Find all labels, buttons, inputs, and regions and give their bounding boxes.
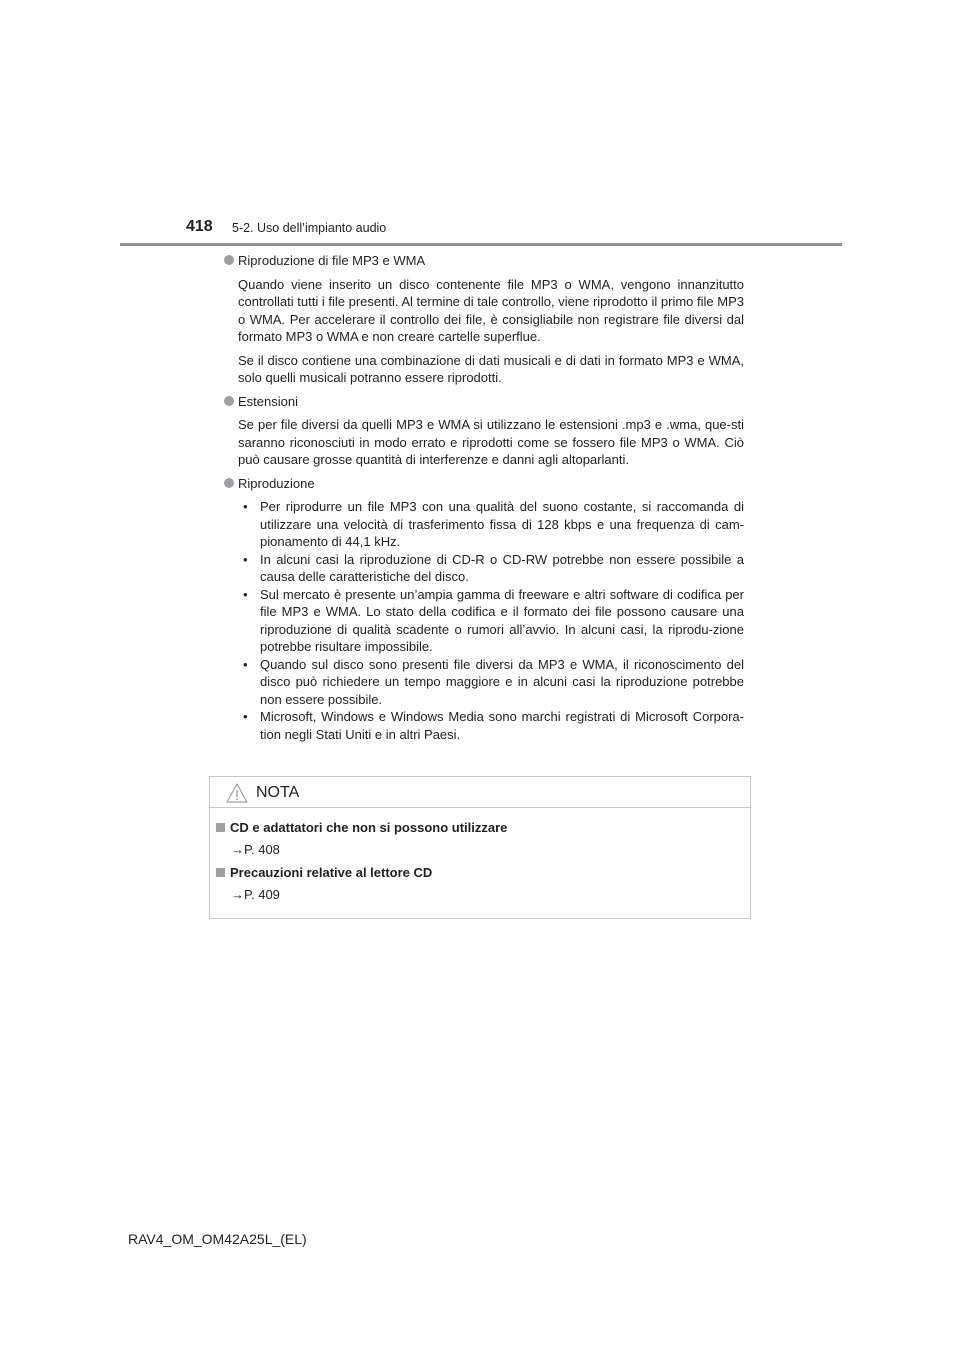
sub-item-text: Sul mercato è presente un’ampia gamma di freeware e altri software di codifica per file MP3 e WMA. Lo stato della codifica e il formato dei file possono causare una riproduzione di qualità scadente o rumori all’avvio. In alcuni casi, la riprodu-zione potrebbe risultare impossibile.	[260, 586, 744, 654]
bullet-dot-icon	[224, 255, 234, 265]
sub-bullet-icon: •	[243, 656, 248, 672]
item-heading-text: Riproduzione	[238, 475, 315, 491]
note-body	[216, 819, 736, 909]
note-box	[209, 776, 751, 919]
sub-list-item	[238, 656, 744, 709]
sub-bullet-icon: •	[243, 551, 248, 567]
note-item	[216, 819, 736, 858]
list-item	[224, 252, 744, 387]
paragraph: Se per file diversi da quelli MP3 e WMA si utilizzano le estensioni .mp3 e .wma, que-sti saranno riconosciuti in modo errato e riprodotti come se fossero file MP3 o WMA. Ciò può causare grosse quantità di interferenze e danni agli altoparlanti.	[238, 417, 744, 467]
section-title: 5-2. Uso dell’impianto audio	[232, 221, 387, 235]
note-item-heading	[216, 819, 736, 837]
sub-bullet-icon: •	[243, 499, 248, 514]
note-item-heading-text: CD e adattatori che non si possono utilizzare	[230, 820, 508, 835]
page-reference-link[interactable]: →P. 409	[231, 886, 280, 902]
square-bullet-icon	[216, 823, 225, 832]
item-heading	[224, 252, 744, 270]
bullet-dot-icon	[224, 478, 234, 488]
header-rule	[120, 243, 842, 246]
sub-list-item	[238, 586, 744, 656]
note-item-heading-text: Precauzioni relative al lettore CD	[230, 865, 433, 880]
sub-list	[224, 498, 744, 743]
note-title: NOTA	[256, 784, 300, 801]
item-heading	[224, 393, 744, 411]
item-heading	[224, 475, 744, 493]
document-code: RAV4_OM_OM42A25L_(EL)	[128, 1231, 307, 1247]
bullet-dot-icon	[224, 396, 234, 406]
page-reference-link[interactable]: →P. 408	[231, 841, 280, 857]
item-heading-text: Estensioni	[238, 393, 298, 409]
square-bullet-icon	[216, 868, 225, 877]
note-item	[216, 864, 736, 903]
sub-list-item	[238, 708, 744, 743]
item-heading-text: Riproduzione di file MP3 e WMA	[238, 253, 426, 268]
sub-item-text: Microsoft, Windows e Windows Media sono marchi registrati di Microsoft Corpora-tion negli Stati Uniti e in altri Paesi.	[260, 709, 744, 742]
list-item	[224, 393, 744, 469]
page-number: 418	[186, 218, 213, 235]
sub-item-text: In alcuni casi la riproduzione di CD-R o CD-RW potrebbe non essere possibile a causa delle caratteristiche del disco.	[260, 551, 744, 584]
sub-item-text: Quando sul disco sono presenti file diversi da MP3 e WMA, il riconoscimento del disco può richiedere un tempo maggiore e in alcuni casi la riproduzione potrebbe non essere possibile.	[260, 656, 744, 707]
list-item	[224, 475, 744, 744]
paragraph: Se il disco contiene una combinazione di dati musicali e di dati in formato MP3 e WMA, solo quelli musicali potranno essere riprodotti.	[238, 352, 744, 385]
sub-list-item	[238, 551, 744, 586]
sub-bullet-icon: •	[243, 586, 248, 602]
main-content	[224, 252, 744, 749]
sub-bullet-icon: •	[243, 709, 248, 724]
warning-triangle-icon	[226, 783, 248, 803]
sub-list-item	[238, 498, 744, 551]
paragraph: Quando viene inserito un disco contenente file MP3 o WMA, vengono innanzitutto controllati tutti i file presenti. Al termine di tale controllo, viene riprodotto il primo file MP3 o WMA. Per accelerare il controllo dei file, è consigliabile non registrare file diversi dal formato MP3 o WMA e non creare cartelle superflue.	[238, 276, 744, 344]
sub-item-text: Per riprodurre un file MP3 con una qualità del suono costante, si raccomanda di utilizzare una velocità di trasferimento fissa di 128 kbps e una frequenza di cam-pionamento di 44,1 kHz.	[260, 499, 744, 549]
note-item-heading	[216, 864, 736, 882]
note-header	[210, 777, 750, 808]
